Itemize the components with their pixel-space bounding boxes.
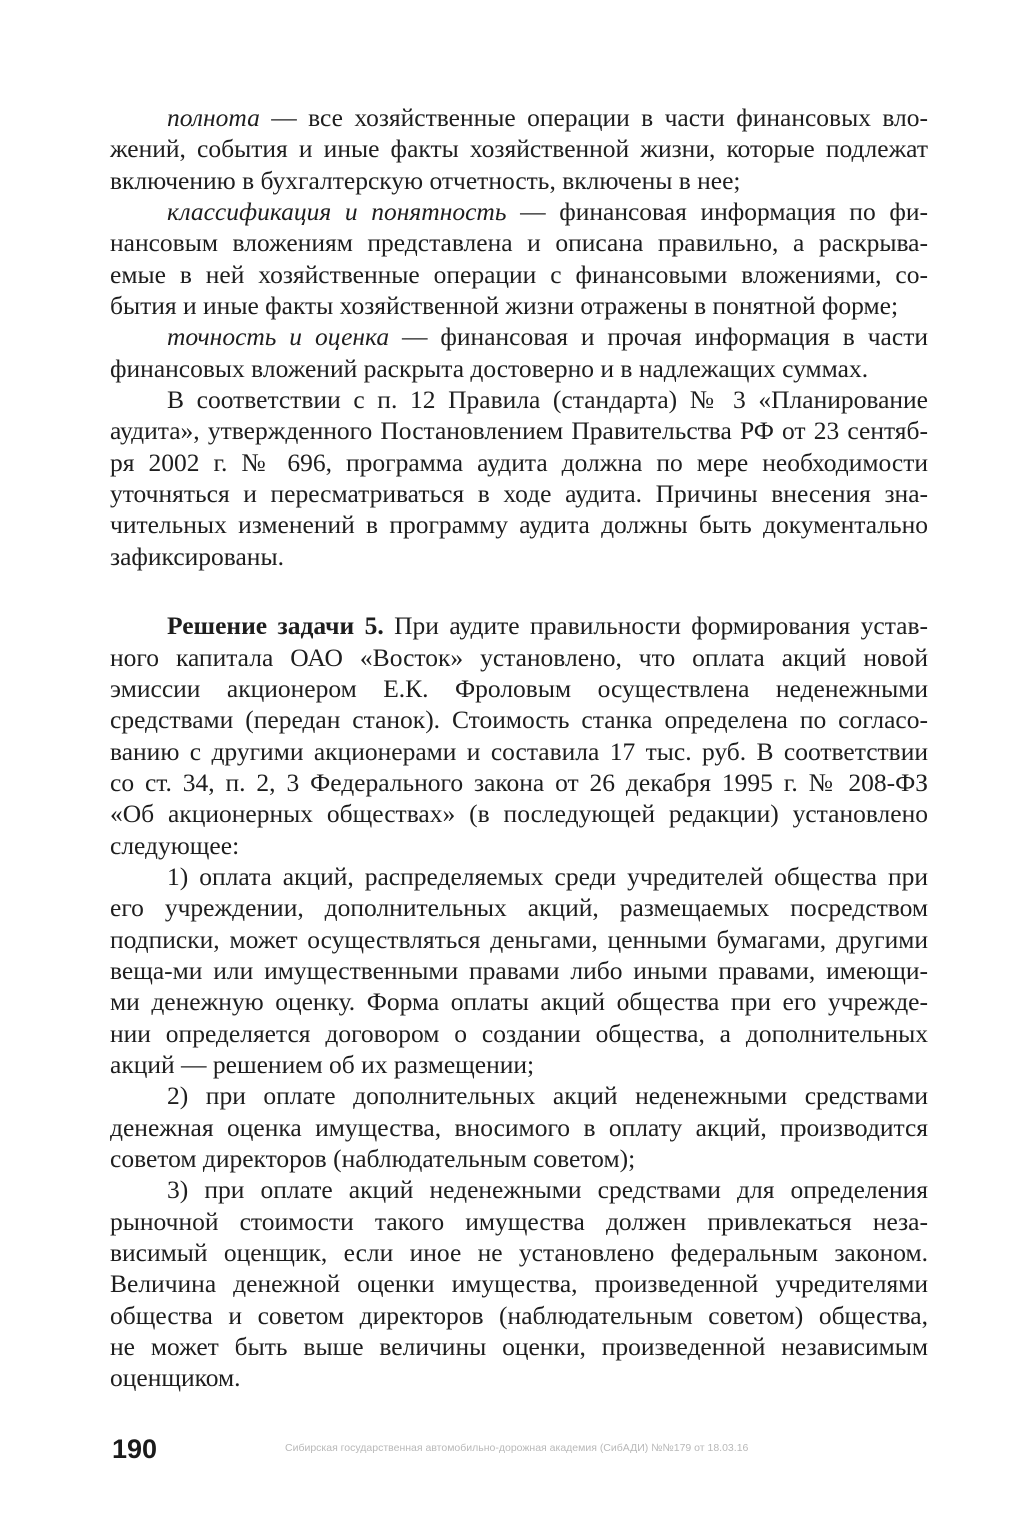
text-line	[110, 1049, 928, 1080]
text-line	[110, 767, 928, 798]
text-span: финансовых вложений раскрыта достоверно и в надлежащих суммах.	[110, 353, 869, 383]
text-span: не может быть выше величины оценки, произведенной независимым	[110, 1332, 928, 1362]
text-span: со ст. 34, п. 2, 3 Федерального закона от 26 декабря 1995 г. № 208-ФЗ	[110, 767, 928, 797]
text-span: 1) оплата акций, распределяемых среди учредителей общества при	[167, 861, 928, 891]
text-line	[110, 924, 928, 955]
text-line	[110, 642, 928, 673]
text-line	[110, 353, 928, 384]
text-span: бытия и иные факты хозяйственной жизни отражены в понятной форме;	[110, 291, 899, 321]
text-span: следующее:	[110, 830, 240, 860]
text-span: чительных изменений в программу аудита должны быть документально	[110, 510, 928, 540]
text-line	[110, 1300, 928, 1331]
text-line	[110, 610, 928, 641]
text-line	[110, 861, 928, 892]
text-span: уточняться и пересматриваться в ходе аудита. Причины внесения зна-	[110, 479, 928, 509]
text-line	[110, 1143, 928, 1174]
text-span: нансовым вложениям представлена и описана правильно, а раскрыва-	[110, 228, 928, 258]
text-line	[110, 1268, 928, 1299]
text-line	[110, 1331, 928, 1362]
text-line	[110, 541, 928, 572]
text-span: аудита», утвержденного Постановлением Правительства РФ от 23 сентяб-	[110, 416, 928, 446]
text-line	[110, 227, 928, 258]
text-line	[110, 704, 928, 735]
bold-heading: Решение задачи 5.	[167, 611, 384, 641]
text-span: подписки, может осуществляться деньгами, ценными бумагами, другими	[110, 924, 928, 954]
text-span: ми денежную оценку. Форма оплаты акций общества при его учрежде-	[110, 987, 928, 1017]
text-line	[110, 321, 928, 352]
paragraph-gap	[110, 572, 928, 610]
text-span: ного капитала ОАО «Восток» установлено, что оплата акций новой	[110, 642, 928, 672]
text-span: Величина денежной оценки имущества, произведенной учредителями	[110, 1269, 928, 1299]
text-line	[110, 165, 928, 196]
text-line	[110, 102, 928, 133]
text-span: — финансовая информация по фи-	[506, 197, 928, 227]
text-line	[110, 955, 928, 986]
text-line	[110, 830, 928, 861]
text-span: «Об акционерных обществах» (в последующей редакции) установлено	[110, 799, 928, 829]
italic-term: классификация и понятность	[167, 197, 507, 227]
text-line	[110, 892, 928, 923]
text-span: включению в бухгалтерскую отчетность, включены в нее;	[110, 165, 741, 195]
page-body-text	[110, 102, 928, 1394]
text-span: зафиксированы.	[110, 541, 284, 571]
text-line	[110, 196, 928, 227]
text-line	[110, 133, 928, 164]
text-line	[110, 1206, 928, 1237]
text-line	[110, 986, 928, 1017]
text-span: нии определяется договором о создании общества, а дополнительных	[110, 1018, 928, 1048]
text-line	[110, 384, 928, 415]
text-line	[110, 415, 928, 446]
text-span: — финансовая и прочая информация в части	[389, 322, 928, 352]
text-span: ванию с другими акционерами и составила 17 тыс. руб. В соответствии	[110, 736, 928, 766]
text-span: 2) при оплате дополнительных акций неденежными средствами	[167, 1081, 928, 1111]
text-span: эмиссии акционером Е.К. Фроловым осуществлена неденежными	[110, 673, 928, 703]
text-line	[110, 259, 928, 290]
text-span: — все хозяйственные операции в части финансовых вло-	[259, 103, 928, 132]
text-span: его учреждении, дополнительных акций, размещаемых посредством	[110, 893, 928, 923]
text-line	[110, 798, 928, 829]
text-span: В соответствии с п. 12 Правила (стандарта) № 3 «Планирование	[167, 385, 928, 415]
footer-watermark: Сибирская государственная автомобильно-дорожная академия (СибАДИ) №№179 от 18.03.16	[285, 1442, 749, 1454]
text-span: При аудите правильности формирования устав-	[383, 611, 929, 641]
text-span: 3) при оплате акций неденежными средствами для определения	[167, 1175, 928, 1205]
text-line	[110, 447, 928, 478]
text-span: ря 2002 г. № 696, программа аудита должна по мере необходимости	[110, 447, 928, 477]
text-span: советом директоров (наблюдательным советом);	[110, 1144, 636, 1173]
text-span: денежная оценка имущества, вносимого в оплату акций, производится	[110, 1112, 928, 1142]
text-span: средствами (передан станок). Стоимость станка определена по согласо-	[110, 705, 928, 735]
text-line	[110, 1018, 928, 1049]
italic-term: точность и оценка	[167, 322, 390, 352]
text-span: емые в ней хозяйственные операции с финансовыми вложениями, со-	[110, 259, 928, 289]
text-line	[110, 478, 928, 509]
text-line	[110, 290, 928, 321]
text-span: оценщиком.	[110, 1363, 241, 1393]
text-span: рыночной стоимости такого имущества должен привлекаться неза-	[110, 1206, 928, 1236]
text-line	[110, 1112, 928, 1143]
text-span: общества и советом директоров (наблюдательным советом) общества,	[110, 1300, 928, 1330]
text-span: акций — решением об их размещении;	[110, 1049, 535, 1079]
page-number: 190	[112, 1434, 158, 1464]
text-line	[110, 736, 928, 767]
text-line	[110, 1080, 928, 1111]
text-line	[110, 509, 928, 540]
text-line	[110, 673, 928, 704]
text-line	[110, 1174, 928, 1205]
text-line	[110, 1237, 928, 1268]
text-span: веща-ми или имущественными правами либо иными правами, имеющи-	[110, 955, 928, 985]
text-line	[110, 1362, 928, 1393]
text-span: висимый оценщик, если иное не установлено федеральным законом.	[110, 1238, 928, 1268]
text-span: жений, события и иные факты хозяйственной жизни, которые подлежат	[110, 134, 928, 164]
italic-term: полнота	[167, 103, 260, 132]
